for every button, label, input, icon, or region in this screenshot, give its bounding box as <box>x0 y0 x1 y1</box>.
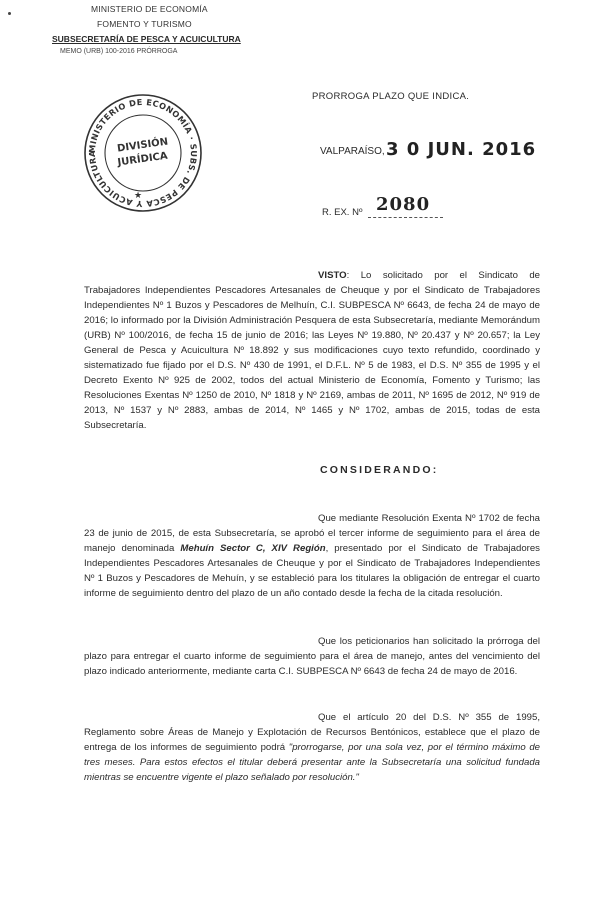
considerando-heading: CONSIDERANDO: <box>320 464 439 476</box>
subsecretaria-line: SUBSECRETARÍA DE PESCA Y ACUICULTURA <box>52 34 241 44</box>
considerando-paragraph-1 <box>84 511 540 601</box>
rex-number-line <box>368 217 443 218</box>
considerando-paragraph-3 <box>84 710 540 785</box>
p1-text-c: , presentado por el Sindicato de Trabajadores Independientes Pescadores Artesanales de Cheuque y por el Sindicato de Trabajadores Independientes Nº 1 Buzos y Pescadores de Mehuín, y se estableció para los titulares la obligación de entregar el cuarto informe de seguimiento dentro del plazo de un año contado desde la fecha de la citada resolución. <box>84 543 540 599</box>
ministry-line-2: FOMENTO Y TURISMO <box>97 19 192 29</box>
date-stamp: 3 0 JUN. 2016 <box>386 139 537 160</box>
visto-paragraph <box>84 268 540 433</box>
area-name: Mehuín Sector C, XIV Región <box>180 543 326 554</box>
scan-speck <box>8 12 11 15</box>
visto-label: VISTO <box>318 270 347 281</box>
rex-number: 2080 <box>376 194 431 215</box>
stamp-ring-text: MINISTERIO DE ECONOMÍA · SUBS. DE PESCA Y ACUICULTURA <box>86 96 200 210</box>
p2-text: Que los peticionarios han solicitado la prórroga del plazo para entregar el cuarto informe de seguimiento para el área de manejo, antes del vencimiento del plazo indicado anteriormente, mediante carta C.I. SUBPESCA Nº 6643 de fecha 24 de mayo de 2016. <box>84 636 540 677</box>
place-label: VALPARAÍSO, <box>320 146 385 157</box>
ministry-line-1: MINISTERIO DE ECONOMÍA <box>91 4 208 14</box>
rex-label: R. EX. Nº <box>322 207 363 218</box>
document-title: PRORROGA PLAZO QUE INDICA. <box>312 91 470 102</box>
stamp-center-line-1: DIVISIÓN <box>116 136 169 155</box>
p3-quote: "prorrogarse, por una sola vez, por el término máximo de tres meses. Para estos efectos el titular deberá presentar ante la Subsecretaría una solicitud fundada mientras se encuentre vigente el plazo señalado por resolución." <box>84 742 541 783</box>
memo-reference: MEMO (URB) 100-2016 PRÓRROGA <box>60 48 178 55</box>
stamp-star-icon: ★ <box>133 190 143 200</box>
p1-text-a: Que mediante Resolución Exenta Nº 1702 de fecha 23 de junio de 2015, de esta Subsecretaría, se aprobó el tercer informe de seguimiento para el área de manejo denominada <box>84 513 540 554</box>
division-juridica-stamp <box>82 92 204 214</box>
stamp-center-line-2: JURÍDICA <box>116 150 169 169</box>
p3-text-a: Que el artículo 20 del D.S. Nº 355 de 1995, Reglamento sobre Áreas de Manejo y Explotación de Recursos Bentónicos, establece que el plazo de entrega de los informes de seguimiento podrá <box>84 712 540 753</box>
visto-text: : Lo solicitado por el Sindicato de Trabajadores Independientes Pescadores Artesanales de Cheuque y por el Sindicato de Trabajadores Independientes Nº 1 Buzos y Pescadores de Melhuín, C.I. SUBPESCA Nº 6643, de fecha 24 de mayo de 2016; lo informado por la División Administración Pesquera de esta Subsecretaría, mediante Memorándum (URB) Nº 100/2016, de fecha 15 de junio de 2016; las Leyes Nº 19.880, Nº 20.437 y Nº 20.657; la Ley General de Pesca y Acuicultura Nº 18.892 y sus modificaciones cuyo texto refundido, coordinado y sistematizado fue fijado por el D.S. Nº 430 de 1991, el D.F.L. Nº 5 de 1983, el D.S. Nº 355 de 1995 y el Decreto Exento Nº 925 de 2002, todos del actual Ministerio de Economía, Fomento y Turismo; las Resoluciones Exentas Nº 1250 de 2010, Nº 1818 y Nº 2169, ambas de 2011, Nº 1695 de 2012, Nº 919 de 2013, Nº 1537 y Nº 2883, ambas de 2014, Nº 1465 y Nº 1702, ambas de 2015, todas de esta Subsecretaría. <box>84 270 540 431</box>
considerando-paragraph-2 <box>84 634 540 679</box>
